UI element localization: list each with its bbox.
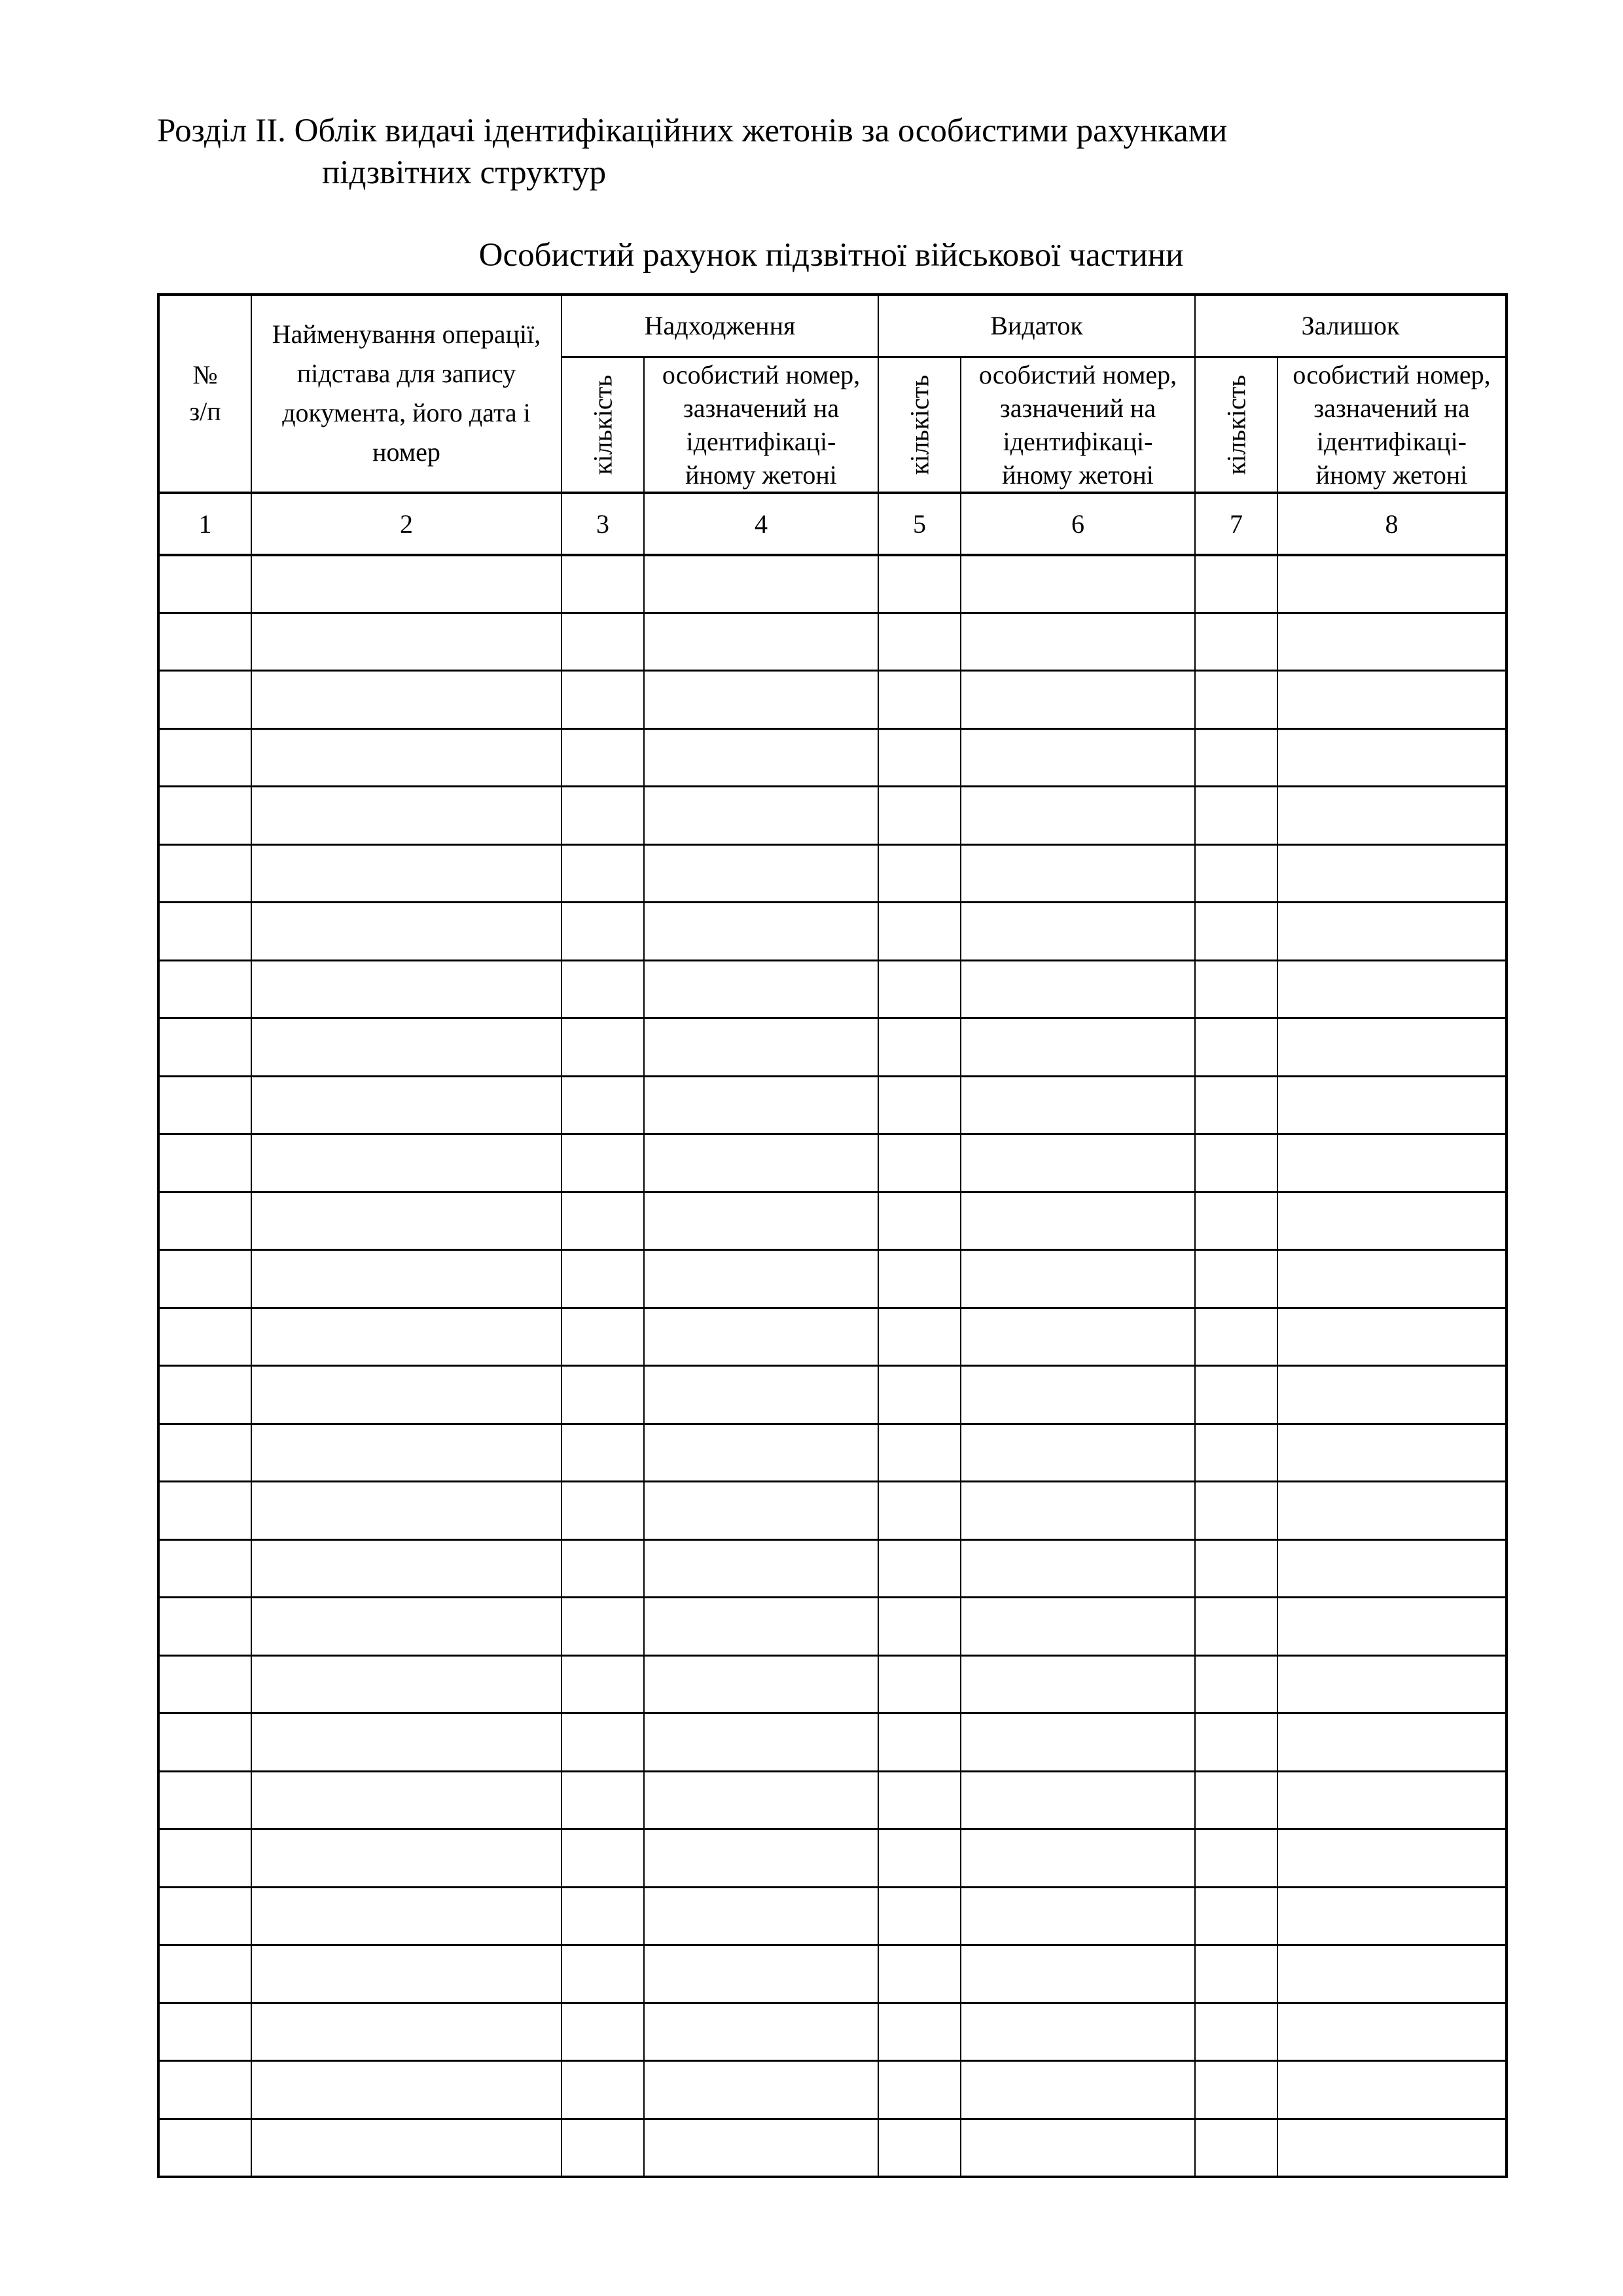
empty-cell xyxy=(961,2061,1195,2119)
empty-cell xyxy=(1277,728,1507,787)
empty-cell xyxy=(562,1482,644,1540)
empty-row xyxy=(158,728,1507,787)
group-header-balance: Залишок xyxy=(1195,295,1507,357)
subheader-expense-quantity xyxy=(878,357,961,493)
empty-cell xyxy=(1195,903,1277,961)
empty-cell xyxy=(158,1598,251,1656)
empty-cell xyxy=(562,1945,644,2003)
col-header-index xyxy=(158,295,251,493)
empty-cell xyxy=(1277,2061,1507,2119)
empty-cell xyxy=(562,1713,644,1772)
empty-cell xyxy=(961,960,1195,1018)
empty-cell xyxy=(1277,1598,1507,1656)
empty-cell xyxy=(251,555,562,613)
quantity-vertical-label: кількість xyxy=(1221,374,1251,475)
empty-cell xyxy=(251,1482,562,1540)
empty-cell xyxy=(878,2119,961,2177)
empty-cell xyxy=(961,2119,1195,2177)
empty-cell xyxy=(1277,1308,1507,1366)
empty-cell xyxy=(961,671,1195,729)
empty-cell xyxy=(644,1366,878,1424)
empty-cell xyxy=(878,1366,961,1424)
empty-cell xyxy=(562,555,644,613)
empty-cell xyxy=(1277,903,1507,961)
empty-cell xyxy=(878,1424,961,1482)
empty-cell xyxy=(1195,555,1277,613)
empty-cell xyxy=(1277,1134,1507,1193)
empty-cell xyxy=(644,2119,878,2177)
empty-cell xyxy=(961,728,1195,787)
empty-cell xyxy=(251,1192,562,1250)
empty-cell xyxy=(1195,1018,1277,1077)
empty-cell xyxy=(251,903,562,961)
empty-cell xyxy=(644,1539,878,1598)
empty-cell xyxy=(1277,1018,1507,1077)
empty-cell xyxy=(644,1076,878,1134)
empty-cell xyxy=(562,2003,644,2061)
empty-cell xyxy=(251,2061,562,2119)
empty-cell xyxy=(1195,1482,1277,1540)
table-title: Особистий рахунок підзвітної військової частини xyxy=(478,237,1184,274)
empty-cell xyxy=(1277,1192,1507,1250)
empty-cell xyxy=(251,1018,562,1077)
empty-cell xyxy=(1277,2119,1507,2177)
empty-cell xyxy=(158,1945,251,2003)
empty-row xyxy=(158,1308,1507,1366)
empty-row xyxy=(158,1424,1507,1482)
empty-cell xyxy=(1195,1192,1277,1250)
empty-cell xyxy=(1195,2119,1277,2177)
empty-row xyxy=(158,903,1507,961)
empty-cell xyxy=(644,1887,878,1945)
empty-cell xyxy=(1277,2003,1507,2061)
empty-cell xyxy=(251,613,562,671)
empty-cell xyxy=(878,1076,961,1134)
empty-cell xyxy=(961,1655,1195,1713)
empty-cell xyxy=(251,1887,562,1945)
empty-cell xyxy=(158,2119,251,2177)
empty-cell xyxy=(1195,1887,1277,1945)
empty-cell xyxy=(1277,555,1507,613)
empty-cell xyxy=(644,1482,878,1540)
empty-cell xyxy=(644,960,878,1018)
empty-cell xyxy=(562,1134,644,1193)
empty-cell xyxy=(251,1655,562,1713)
empty-cell xyxy=(562,2061,644,2119)
group-header-expense: Видаток xyxy=(878,295,1195,357)
empty-row xyxy=(158,1076,1507,1134)
empty-cell xyxy=(644,1598,878,1656)
col-header-index-line1: № xyxy=(192,360,218,390)
empty-cell xyxy=(961,1829,1195,1888)
column-number: 6 xyxy=(961,493,1195,555)
empty-row xyxy=(158,671,1507,729)
empty-cell xyxy=(878,555,961,613)
group-header-receipt: Надходження xyxy=(562,295,878,357)
empty-cell xyxy=(961,1192,1195,1250)
empty-cell xyxy=(251,2003,562,2061)
empty-cell xyxy=(158,1887,251,1945)
empty-cell xyxy=(644,1134,878,1193)
section-title-line2: підзвітних структур xyxy=(322,154,607,191)
column-number: 5 xyxy=(878,493,961,555)
empty-cell xyxy=(961,1771,1195,1829)
empty-cell xyxy=(961,1250,1195,1308)
empty-cell xyxy=(158,1134,251,1193)
empty-cell xyxy=(1195,1076,1277,1134)
empty-cell xyxy=(961,1018,1195,1077)
empty-cell xyxy=(251,1713,562,1772)
empty-cell xyxy=(251,1366,562,1424)
empty-row xyxy=(158,555,1507,613)
empty-row xyxy=(158,1482,1507,1540)
empty-row xyxy=(158,1539,1507,1598)
section-title xyxy=(157,110,1227,194)
empty-cell xyxy=(878,2061,961,2119)
empty-cell xyxy=(251,728,562,787)
empty-cell xyxy=(562,844,644,903)
empty-row xyxy=(158,1250,1507,1308)
empty-cell xyxy=(251,1539,562,1598)
empty-cell xyxy=(158,787,251,845)
empty-cell xyxy=(251,960,562,1018)
empty-cell xyxy=(1195,2061,1277,2119)
empty-cell xyxy=(251,2119,562,2177)
empty-cell xyxy=(961,1366,1195,1424)
empty-cell xyxy=(878,960,961,1018)
empty-cell xyxy=(1195,1598,1277,1656)
empty-row xyxy=(158,1887,1507,1945)
empty-cell xyxy=(1195,1250,1277,1308)
empty-cell xyxy=(158,613,251,671)
empty-cell xyxy=(1195,1655,1277,1713)
empty-cell xyxy=(562,787,644,845)
empty-cell xyxy=(562,960,644,1018)
empty-cell xyxy=(1195,1308,1277,1366)
empty-cell xyxy=(878,1598,961,1656)
empty-row xyxy=(158,613,1507,671)
empty-cell xyxy=(158,1308,251,1366)
empty-cell xyxy=(1195,1829,1277,1888)
empty-cell xyxy=(644,1771,878,1829)
empty-cell xyxy=(251,1134,562,1193)
empty-cell xyxy=(878,1250,961,1308)
empty-cell xyxy=(158,903,251,961)
table-body xyxy=(158,555,1507,2177)
empty-cell xyxy=(562,1829,644,1888)
empty-cell xyxy=(1195,1713,1277,1772)
empty-cell xyxy=(251,787,562,845)
column-number: 4 xyxy=(644,493,878,555)
empty-cell xyxy=(644,555,878,613)
personal-account-table xyxy=(157,293,1508,2178)
empty-cell xyxy=(158,1018,251,1077)
empty-cell xyxy=(1277,1539,1507,1598)
empty-cell xyxy=(878,1713,961,1772)
empty-cell xyxy=(644,1308,878,1366)
empty-cell xyxy=(878,844,961,903)
empty-cell xyxy=(644,903,878,961)
empty-row xyxy=(158,1713,1507,1772)
empty-cell xyxy=(562,1192,644,1250)
empty-row xyxy=(158,1134,1507,1193)
empty-cell xyxy=(644,1713,878,1772)
empty-row xyxy=(158,787,1507,845)
empty-cell xyxy=(158,1482,251,1540)
empty-cell xyxy=(961,1076,1195,1134)
empty-cell xyxy=(878,613,961,671)
empty-cell xyxy=(251,1250,562,1308)
empty-cell xyxy=(1277,1250,1507,1308)
empty-cell xyxy=(1195,2003,1277,2061)
empty-cell xyxy=(1277,1076,1507,1134)
empty-cell xyxy=(158,1250,251,1308)
empty-cell xyxy=(158,1366,251,1424)
empty-cell xyxy=(1277,960,1507,1018)
column-number: 1 xyxy=(158,493,251,555)
subheader-receipt-quantity xyxy=(562,357,644,493)
column-number-row xyxy=(158,493,1507,555)
empty-cell xyxy=(961,787,1195,845)
empty-cell xyxy=(878,671,961,729)
empty-cell xyxy=(158,1713,251,1772)
empty-cell xyxy=(251,1424,562,1482)
empty-cell xyxy=(251,1945,562,2003)
empty-cell xyxy=(562,1250,644,1308)
empty-cell xyxy=(644,728,878,787)
empty-cell xyxy=(878,903,961,961)
empty-row xyxy=(158,960,1507,1018)
column-number: 8 xyxy=(1277,493,1507,555)
empty-cell xyxy=(562,1887,644,1945)
empty-cell xyxy=(1277,1655,1507,1713)
empty-cell xyxy=(251,1771,562,1829)
empty-cell xyxy=(644,671,878,729)
empty-cell xyxy=(158,1655,251,1713)
empty-cell xyxy=(1277,1713,1507,1772)
empty-cell xyxy=(1195,1539,1277,1598)
empty-cell xyxy=(1277,1771,1507,1829)
empty-cell xyxy=(644,1655,878,1713)
empty-cell xyxy=(1195,1366,1277,1424)
subheader-balance-quantity xyxy=(1195,357,1277,493)
empty-cell xyxy=(961,1598,1195,1656)
empty-cell xyxy=(158,728,251,787)
empty-row xyxy=(158,1771,1507,1829)
col-header-operation: Найменування операції, підстава для запису документа, його дата і номер xyxy=(251,295,562,493)
col-header-index-line2: з/п xyxy=(189,397,221,427)
empty-cell xyxy=(1277,1482,1507,1540)
empty-row xyxy=(158,2061,1507,2119)
empty-cell xyxy=(158,960,251,1018)
empty-cell xyxy=(562,1076,644,1134)
empty-cell xyxy=(878,2003,961,2061)
empty-cell xyxy=(251,1076,562,1134)
empty-cell xyxy=(1195,728,1277,787)
empty-cell xyxy=(644,2061,878,2119)
empty-cell xyxy=(562,613,644,671)
empty-cell xyxy=(158,1829,251,1888)
empty-cell xyxy=(158,1192,251,1250)
empty-cell xyxy=(1195,787,1277,845)
empty-row xyxy=(158,1192,1507,1250)
empty-cell xyxy=(961,903,1195,961)
empty-cell xyxy=(961,1713,1195,1772)
empty-cell xyxy=(158,1539,251,1598)
empty-cell xyxy=(878,728,961,787)
column-number: 2 xyxy=(251,493,562,555)
empty-cell xyxy=(644,1424,878,1482)
empty-row xyxy=(158,2119,1507,2177)
subheader-expense-number: особистий номер, зазначений на ідентифікаці- йному жетоні xyxy=(961,357,1195,493)
empty-cell xyxy=(251,1829,562,1888)
empty-cell xyxy=(562,671,644,729)
empty-cell xyxy=(961,555,1195,613)
empty-cell xyxy=(878,1482,961,1540)
empty-cell xyxy=(562,2119,644,2177)
empty-row xyxy=(158,1366,1507,1424)
empty-cell xyxy=(562,728,644,787)
empty-cell xyxy=(878,1539,961,1598)
empty-cell xyxy=(562,903,644,961)
empty-row xyxy=(158,1945,1507,2003)
quantity-vertical-label: кількість xyxy=(904,374,935,475)
empty-cell xyxy=(158,671,251,729)
empty-cell xyxy=(158,2003,251,2061)
empty-cell xyxy=(961,1539,1195,1598)
empty-cell xyxy=(158,1771,251,1829)
empty-cell xyxy=(562,1771,644,1829)
empty-cell xyxy=(1195,1134,1277,1193)
section-title-line1: Розділ II. Облік видачі ідентифікаційних жетонів за особистими рахунками xyxy=(157,113,1228,149)
empty-cell xyxy=(1277,1829,1507,1888)
empty-row xyxy=(158,1018,1507,1077)
empty-cell xyxy=(644,844,878,903)
empty-cell xyxy=(878,1945,961,2003)
empty-cell xyxy=(644,787,878,845)
empty-cell xyxy=(961,2003,1195,2061)
column-number: 7 xyxy=(1195,493,1277,555)
empty-cell xyxy=(562,1424,644,1482)
empty-cell xyxy=(644,1945,878,2003)
empty-cell xyxy=(158,1424,251,1482)
empty-cell xyxy=(158,2061,251,2119)
empty-cell xyxy=(158,1076,251,1134)
empty-cell xyxy=(878,1771,961,1829)
empty-cell xyxy=(644,1829,878,1888)
empty-cell xyxy=(878,1134,961,1193)
empty-cell xyxy=(562,1539,644,1598)
empty-cell xyxy=(644,1018,878,1077)
empty-cell xyxy=(1277,1366,1507,1424)
empty-cell xyxy=(961,613,1195,671)
empty-cell xyxy=(961,1887,1195,1945)
empty-cell xyxy=(878,1829,961,1888)
empty-cell xyxy=(562,1308,644,1366)
empty-cell xyxy=(1277,1424,1507,1482)
empty-cell xyxy=(961,1945,1195,2003)
empty-cell xyxy=(1195,844,1277,903)
empty-cell xyxy=(158,555,251,613)
empty-cell xyxy=(961,844,1195,903)
subheader-balance-number: особистий номер, зазначений на ідентифікаці- йному жетоні xyxy=(1277,357,1507,493)
empty-row xyxy=(158,1598,1507,1656)
empty-cell xyxy=(1277,613,1507,671)
header-group-row xyxy=(158,295,1507,357)
empty-row xyxy=(158,1829,1507,1888)
empty-cell xyxy=(961,1308,1195,1366)
empty-cell xyxy=(878,787,961,845)
empty-cell xyxy=(1277,844,1507,903)
empty-cell xyxy=(1277,1887,1507,1945)
empty-cell xyxy=(878,1887,961,1945)
empty-row xyxy=(158,844,1507,903)
quantity-vertical-label: кількість xyxy=(588,374,618,475)
empty-cell xyxy=(1195,960,1277,1018)
empty-cell xyxy=(878,1192,961,1250)
empty-cell xyxy=(1195,1771,1277,1829)
empty-cell xyxy=(644,1250,878,1308)
empty-cell xyxy=(961,1134,1195,1193)
empty-cell xyxy=(1277,671,1507,729)
empty-cell xyxy=(158,844,251,903)
empty-cell xyxy=(961,1424,1195,1482)
empty-cell xyxy=(644,613,878,671)
empty-cell xyxy=(251,1598,562,1656)
empty-cell xyxy=(878,1308,961,1366)
empty-cell xyxy=(1195,1945,1277,2003)
empty-cell xyxy=(562,1598,644,1656)
empty-cell xyxy=(644,2003,878,2061)
empty-cell xyxy=(878,1655,961,1713)
empty-cell xyxy=(562,1655,644,1713)
empty-cell xyxy=(1195,1424,1277,1482)
subheader-receipt-number: особистий номер, зазначений на ідентифікаці- йному жетоні xyxy=(644,357,878,493)
empty-row xyxy=(158,2003,1507,2061)
empty-cell xyxy=(251,844,562,903)
empty-cell xyxy=(1195,613,1277,671)
empty-cell xyxy=(251,671,562,729)
empty-cell xyxy=(1277,1945,1507,2003)
empty-cell xyxy=(961,1482,1195,1540)
empty-cell xyxy=(878,1018,961,1077)
empty-cell xyxy=(644,1192,878,1250)
empty-cell xyxy=(562,1018,644,1077)
empty-cell xyxy=(1277,787,1507,845)
column-number: 3 xyxy=(562,493,644,555)
empty-cell xyxy=(1195,671,1277,729)
empty-cell xyxy=(251,1308,562,1366)
empty-cell xyxy=(562,1366,644,1424)
empty-row xyxy=(158,1655,1507,1713)
